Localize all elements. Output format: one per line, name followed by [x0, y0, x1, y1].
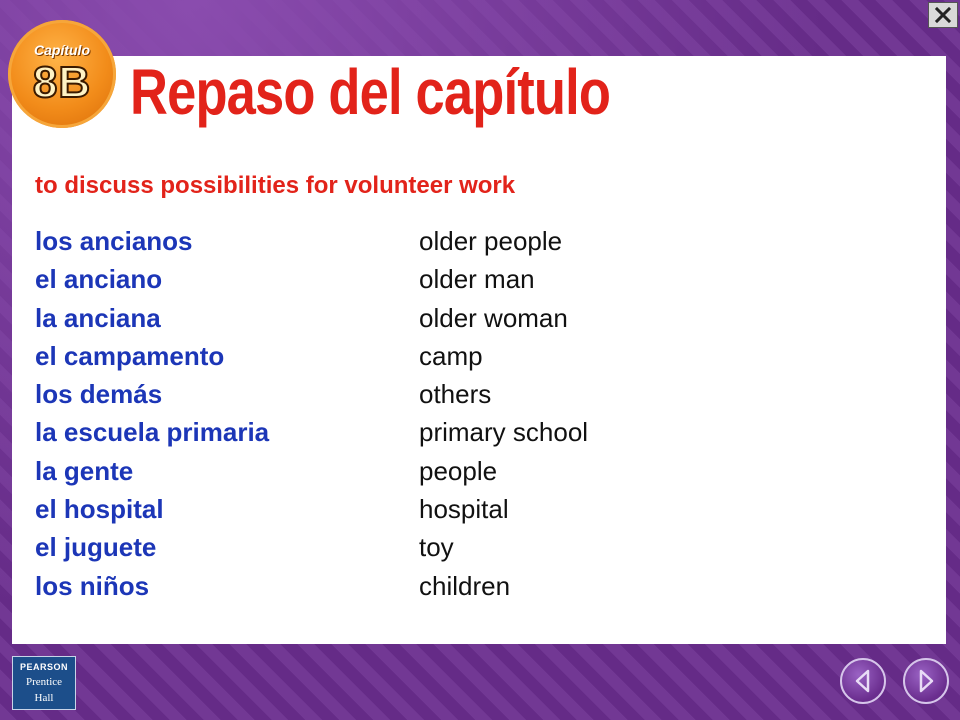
close-icon [934, 6, 952, 24]
spanish-term: el anciano [35, 264, 163, 295]
english-translation: camp [419, 340, 483, 371]
previous-button[interactable] [840, 658, 886, 704]
spanish-term: el hospital [35, 494, 164, 525]
spanish-term: la gente [35, 455, 134, 486]
publisher-logo [12, 656, 76, 710]
spanish-term: el juguete [35, 532, 157, 563]
english-translation: others [419, 379, 492, 410]
spanish-term: el campamento [35, 340, 225, 371]
spanish-term: los niños [35, 570, 150, 601]
logo-name-line2: Hall [34, 692, 54, 704]
english-translation: older woman [419, 302, 568, 333]
english-translation: older man [419, 264, 535, 295]
english-translation: toy [419, 532, 454, 563]
logo-name-line1: Prentice [25, 676, 63, 688]
english-translation: hospital [419, 494, 509, 525]
english-translation: children [419, 570, 511, 601]
next-button[interactable] [903, 658, 949, 704]
chapter-label: Capítulo [34, 42, 90, 58]
chevron-left-icon [852, 668, 874, 694]
chevron-right-icon [915, 668, 937, 694]
section-subtitle: to discuss possibilities for volunteer work [35, 172, 516, 199]
english-translation: older people [419, 226, 563, 256]
chapter-number: 8B [32, 58, 92, 107]
bottom-navigation-bar [0, 644, 960, 720]
spanish-term: los demás [35, 379, 163, 410]
chapter-badge [8, 20, 116, 128]
english-translation: primary school [419, 417, 589, 448]
logo-brand: PEARSON [19, 662, 68, 672]
spanish-term: la anciana [35, 302, 161, 333]
spanish-term: los ancianos [35, 226, 193, 256]
spanish-term: la escuela primaria [35, 417, 270, 448]
english-translation: people [419, 455, 498, 486]
close-button[interactable] [928, 2, 958, 28]
page-title: Repaso del capítulo [130, 56, 611, 128]
